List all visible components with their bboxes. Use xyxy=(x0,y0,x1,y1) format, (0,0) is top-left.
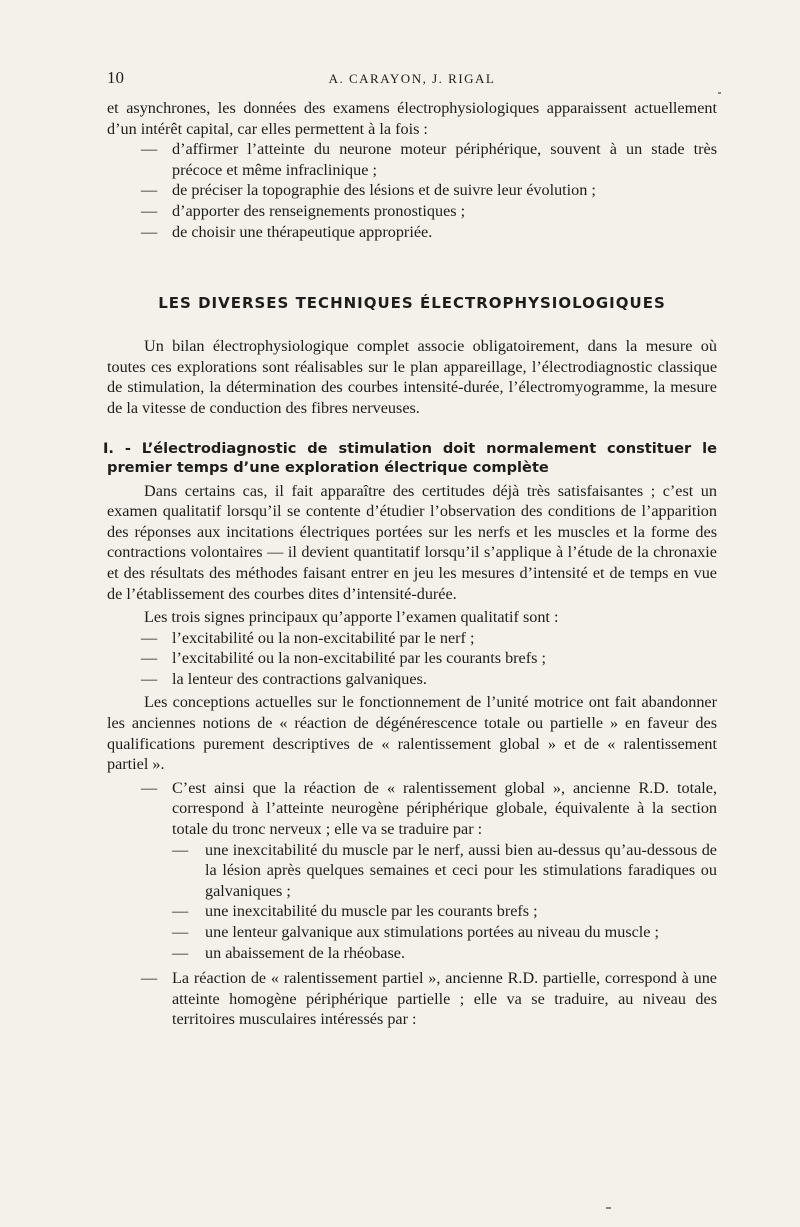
global-slowing-item: — C’est ainsi que la réaction de « ralentissement global », ancienne R.D. totale, correspond à l’atteinte neurogène périphérique globale, équivalente à la section totale du tronc nerveux ; elle va se traduire par : xyxy=(141,778,717,839)
page-number: 10 xyxy=(107,68,124,87)
page-header xyxy=(107,68,717,98)
global-sub-item-4: — un abaissement de la rhéobase. xyxy=(172,943,406,962)
global-sub-item-1: — une inexcitabilité du muscle par le nerf, aussi bien au-dessus qu’au-dessous de la lésion après quelques semaines et ceci pour les stimulations faradiques ou galvaniques ; xyxy=(172,840,717,900)
intro-paragraph: et asynchrones, les données des examens électrophysiologiques apparaissent actuellement d’un intérêt capital, car elles permettent à la fois : xyxy=(107,99,717,138)
section-paragraph: Un bilan électrophysiologique complet associe obligatoirement, dans la mesure où toutes ces explorations sont réalisables sur le plan appareillage, l’électrodiagnostic classique de stimulation, la détermination des courbes intensité-durée, l’électromyogramme, la mesure de la vitesse de conduction des fibres nerveuses. xyxy=(107,337,717,417)
sign-item-3: — la lenteur des contractions galvaniques. xyxy=(141,669,427,688)
section-title: LES DIVERSES TECHNIQUES ÉLECTROPHYSIOLOGIQUES xyxy=(158,294,666,313)
sign-item-2: — l’excitabilité ou la non-excitabilité par les courants brefs ; xyxy=(141,649,546,668)
partial-slowing-item: — La réaction de « ralentissement partiel », ancienne R.D. partielle, correspond à une atteinte homogène périphérique partielle ; elle va se traduire, au niveau des territoires musculaires intéressés par : xyxy=(141,969,717,1029)
global-slowing-list xyxy=(172,840,717,964)
sign-item-1: — l’excitabilité ou la non-excitabilité par le nerf ; xyxy=(141,628,475,647)
global-sub-item-3: — une lenteur galvanique aux stimulations portées au niveau du muscle ; xyxy=(172,923,660,941)
subsection-paragraph-3: Les conceptions actuelles sur le fonctionnement de l’unité motrice ont fait abandonner les anciennes notions de « réaction de dégénérescence totale ou partielle » en faveur des qualifications purement descriptives de « ralentissement global » et de « ralentissement partiel ». xyxy=(107,693,717,774)
print-mark-bottom xyxy=(606,1207,611,1209)
intro-item-2: — de préciser la topographie des lésions et de suivre leur évolution ; xyxy=(141,181,596,200)
subsection-heading: I. - L’électrodiagnostic de stimulation doit normalement constituer le premier temps d’une exploration électrique complète xyxy=(103,439,717,476)
subsection-paragraph-1: Dans certains cas, il fait apparaître des certitudes déjà très satisfaisantes ; c’est un examen qualitatif lorsqu’il se contente d’étudier l’observation des conditions de l’apparition des réponses aux incitations électriques portées sur les nerfs et les muscles et la forme des contractions volontaires — il devient quantitatif lorsqu’il s’applique à l’étude de la chronaxie et des résultats des méthodes faisant entrer en jeu les mesures d’intensité et de temps en vue de l’établissement des courbes dites d’intensité-durée. xyxy=(107,481,717,603)
running-head: A. CARAYON, J. RIGAL xyxy=(328,71,496,86)
global-sub-item-2: — une inexcitabilité du muscle par les courants brefs ; xyxy=(172,902,538,921)
intro-item-3: — d’apporter des renseignements pronostiques ; xyxy=(141,201,466,220)
print-mark-top xyxy=(718,92,721,94)
subsection-paragraph-2: Les trois signes principaux qu’apporte l’examen qualitatif sont : xyxy=(144,608,559,627)
intro-item-1: — d’affirmer l’atteinte du neurone moteur périphérique, souvent à un stade très précoce et même infraclinique ; xyxy=(141,140,717,179)
intro-item-4: — de choisir une thérapeutique appropriée. xyxy=(141,222,433,241)
page xyxy=(103,68,717,1030)
